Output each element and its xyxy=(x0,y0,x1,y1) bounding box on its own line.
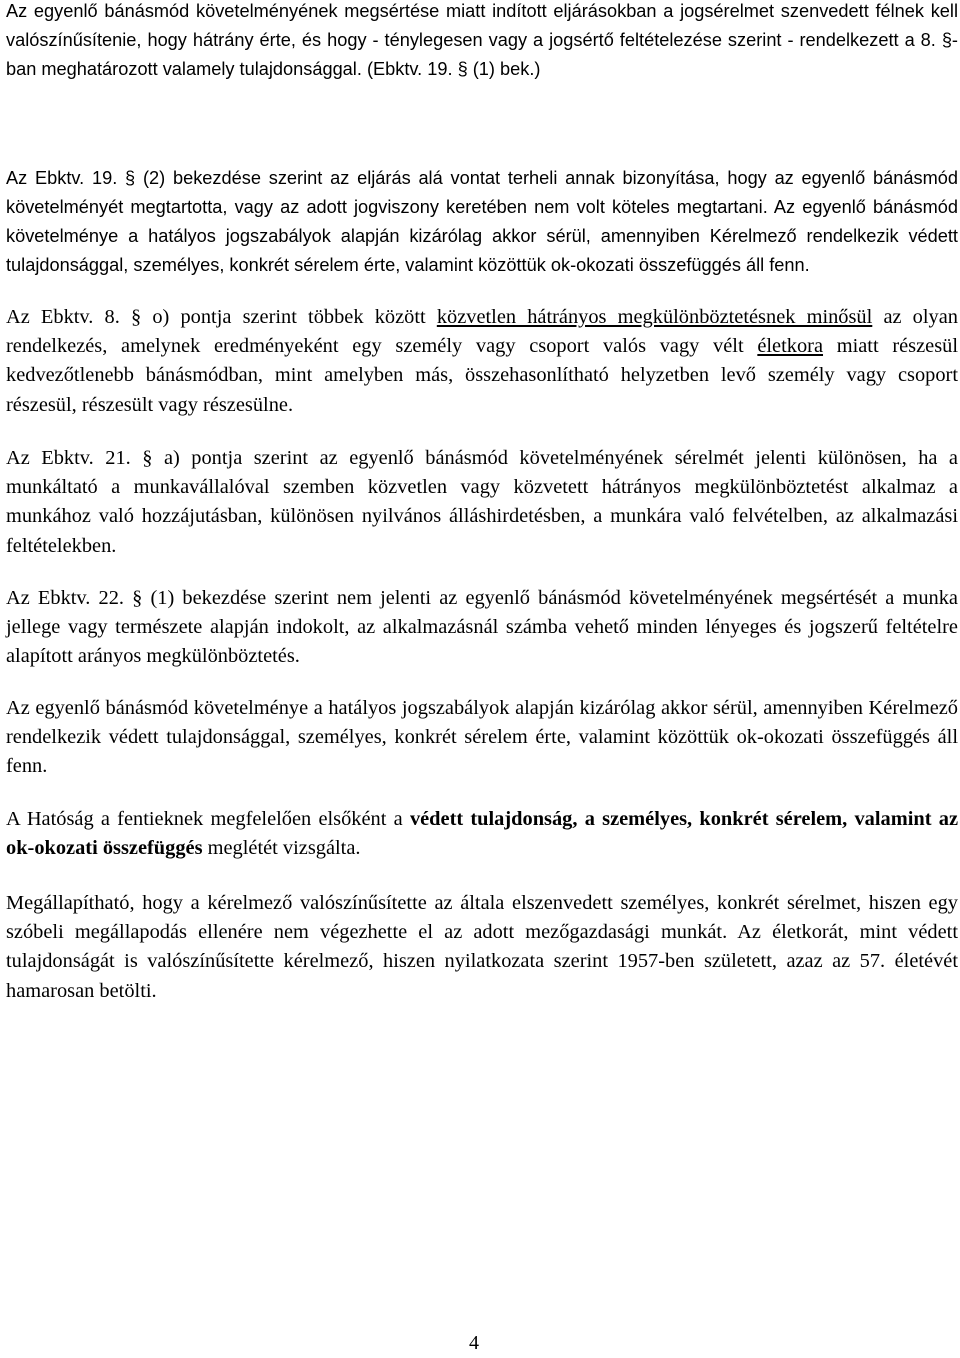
paragraph-text: Az Ebktv. 8. § o) pontja szerint többek között xyxy=(6,306,437,328)
paragraph-text: A Hatóság a fentieknek megfelelően elsőként a xyxy=(6,808,410,830)
paragraph-text: meglétét vizsgálta. xyxy=(202,837,361,860)
paragraph-text: az olyan rendelkezés, amelynek eredményeként egy személy vagy csoport valós vagy vélt xyxy=(6,306,958,358)
paragraph-direct-discrimination xyxy=(6,303,958,420)
paragraph-burden-of-proof-respondent: Az Ebktv. 19. § (2) bekezdése szerint az eljárás alá vontat terheli annak bizonyítása, hogy az egyenlő bánásmód követelményét megtartotta, vagy az adott jogviszony keretében nem volt köteles megtartani. Az egyenlő bánásmód követelménye a hatályos jogszabályok alapján kizárólag akkor sérül, amennyiben Kérelmező rendelkezik védett tulajdonsággal, személyes, konkrét sérelem érte, valamint közöttük ok-okozati összefüggés áll fenn. xyxy=(6,168,958,275)
paragraph-employer-violation: Az Ebktv. 21. § a) pontja szerint az egyenlő bánásmód követelményének sérelmét jelenti különösen, ha a munkáltató a munkavállalóval szemben közvetlen vagy közvetett hátrányos megkülönböztetést alkalmaz a munkához való hozzájutásban, különösen nyilvános álláshirdetésben, a munkára való felvételben, az alkalmazási feltételekben. xyxy=(6,447,958,557)
underlined-term-direct-discrimination: közvetlen hátrányos megkülönböztetésnek minősül xyxy=(436,306,873,328)
page-number: 4 xyxy=(469,1332,479,1354)
paragraph-justified-distinction: Az Ebktv. 22. § (1) bekezdése szerint nem jelenti az egyenlő bánásmód követelményének megsértését a munka jellege vagy természete alapján indokolt, az alkalmazásnál számba vehető minden lényeges és jogszerű feltételre alapított arányos megkülönböztetés. xyxy=(6,587,958,668)
paragraph-burden-of-proof-claimant: Az egyenlő bánásmód követelményének megsértése miatt indított eljárásokban a jogsérelmet szenvedett félnek kell valószínűsítenie, hogy hátrány érte, és hogy - ténylegesen vagy a jogsértő feltételezése szerint - rendelkezett a 8. §-ban meghatározott valamely tulajdonsággal. (Ebktv. 19. § (1) bek.) xyxy=(6,1,958,79)
underlined-term-age: életkora xyxy=(757,335,824,358)
paragraph-findings: Megállapítható, hogy a kérelmező valószínűsítette az általa elszenvedett személyes, konkrét sérelmet, hiszen egy szóbeli megállapodás ellenére nem végezhette el az adott mezőgazdasági munkát. Az életkorát, mint védett tulajdonságát is valószínűsítette kérelmező, hiszen nyilatkozata szerint 1957-ben született, azaz az 57. életévét hamarosan betölti. xyxy=(6,892,958,1002)
paragraph-authority-examination xyxy=(6,805,958,863)
paragraph-violation-conditions: Az egyenlő bánásmód követelménye a hatályos jogszabályok alapján kizárólag akkor sérül, amennyiben Kérelmező rendelkezik védett tulajdonsággal, személyes, konkrét sérelem érte, valamint közöttük ok-okozati összefüggés áll fenn. xyxy=(6,697,958,778)
bold-emphasis: védett tulajdonság, a személyes, konkrét sérelem, valamint az ok-okozati összefüggés xyxy=(6,808,958,860)
paragraph-text: miatt részesül kedvezőtlenebb bánásmódban, mint amelyben más, összehasonlítható helyzetben levő személy vagy csoport részesül, részesült vagy részesülne. xyxy=(6,335,959,416)
